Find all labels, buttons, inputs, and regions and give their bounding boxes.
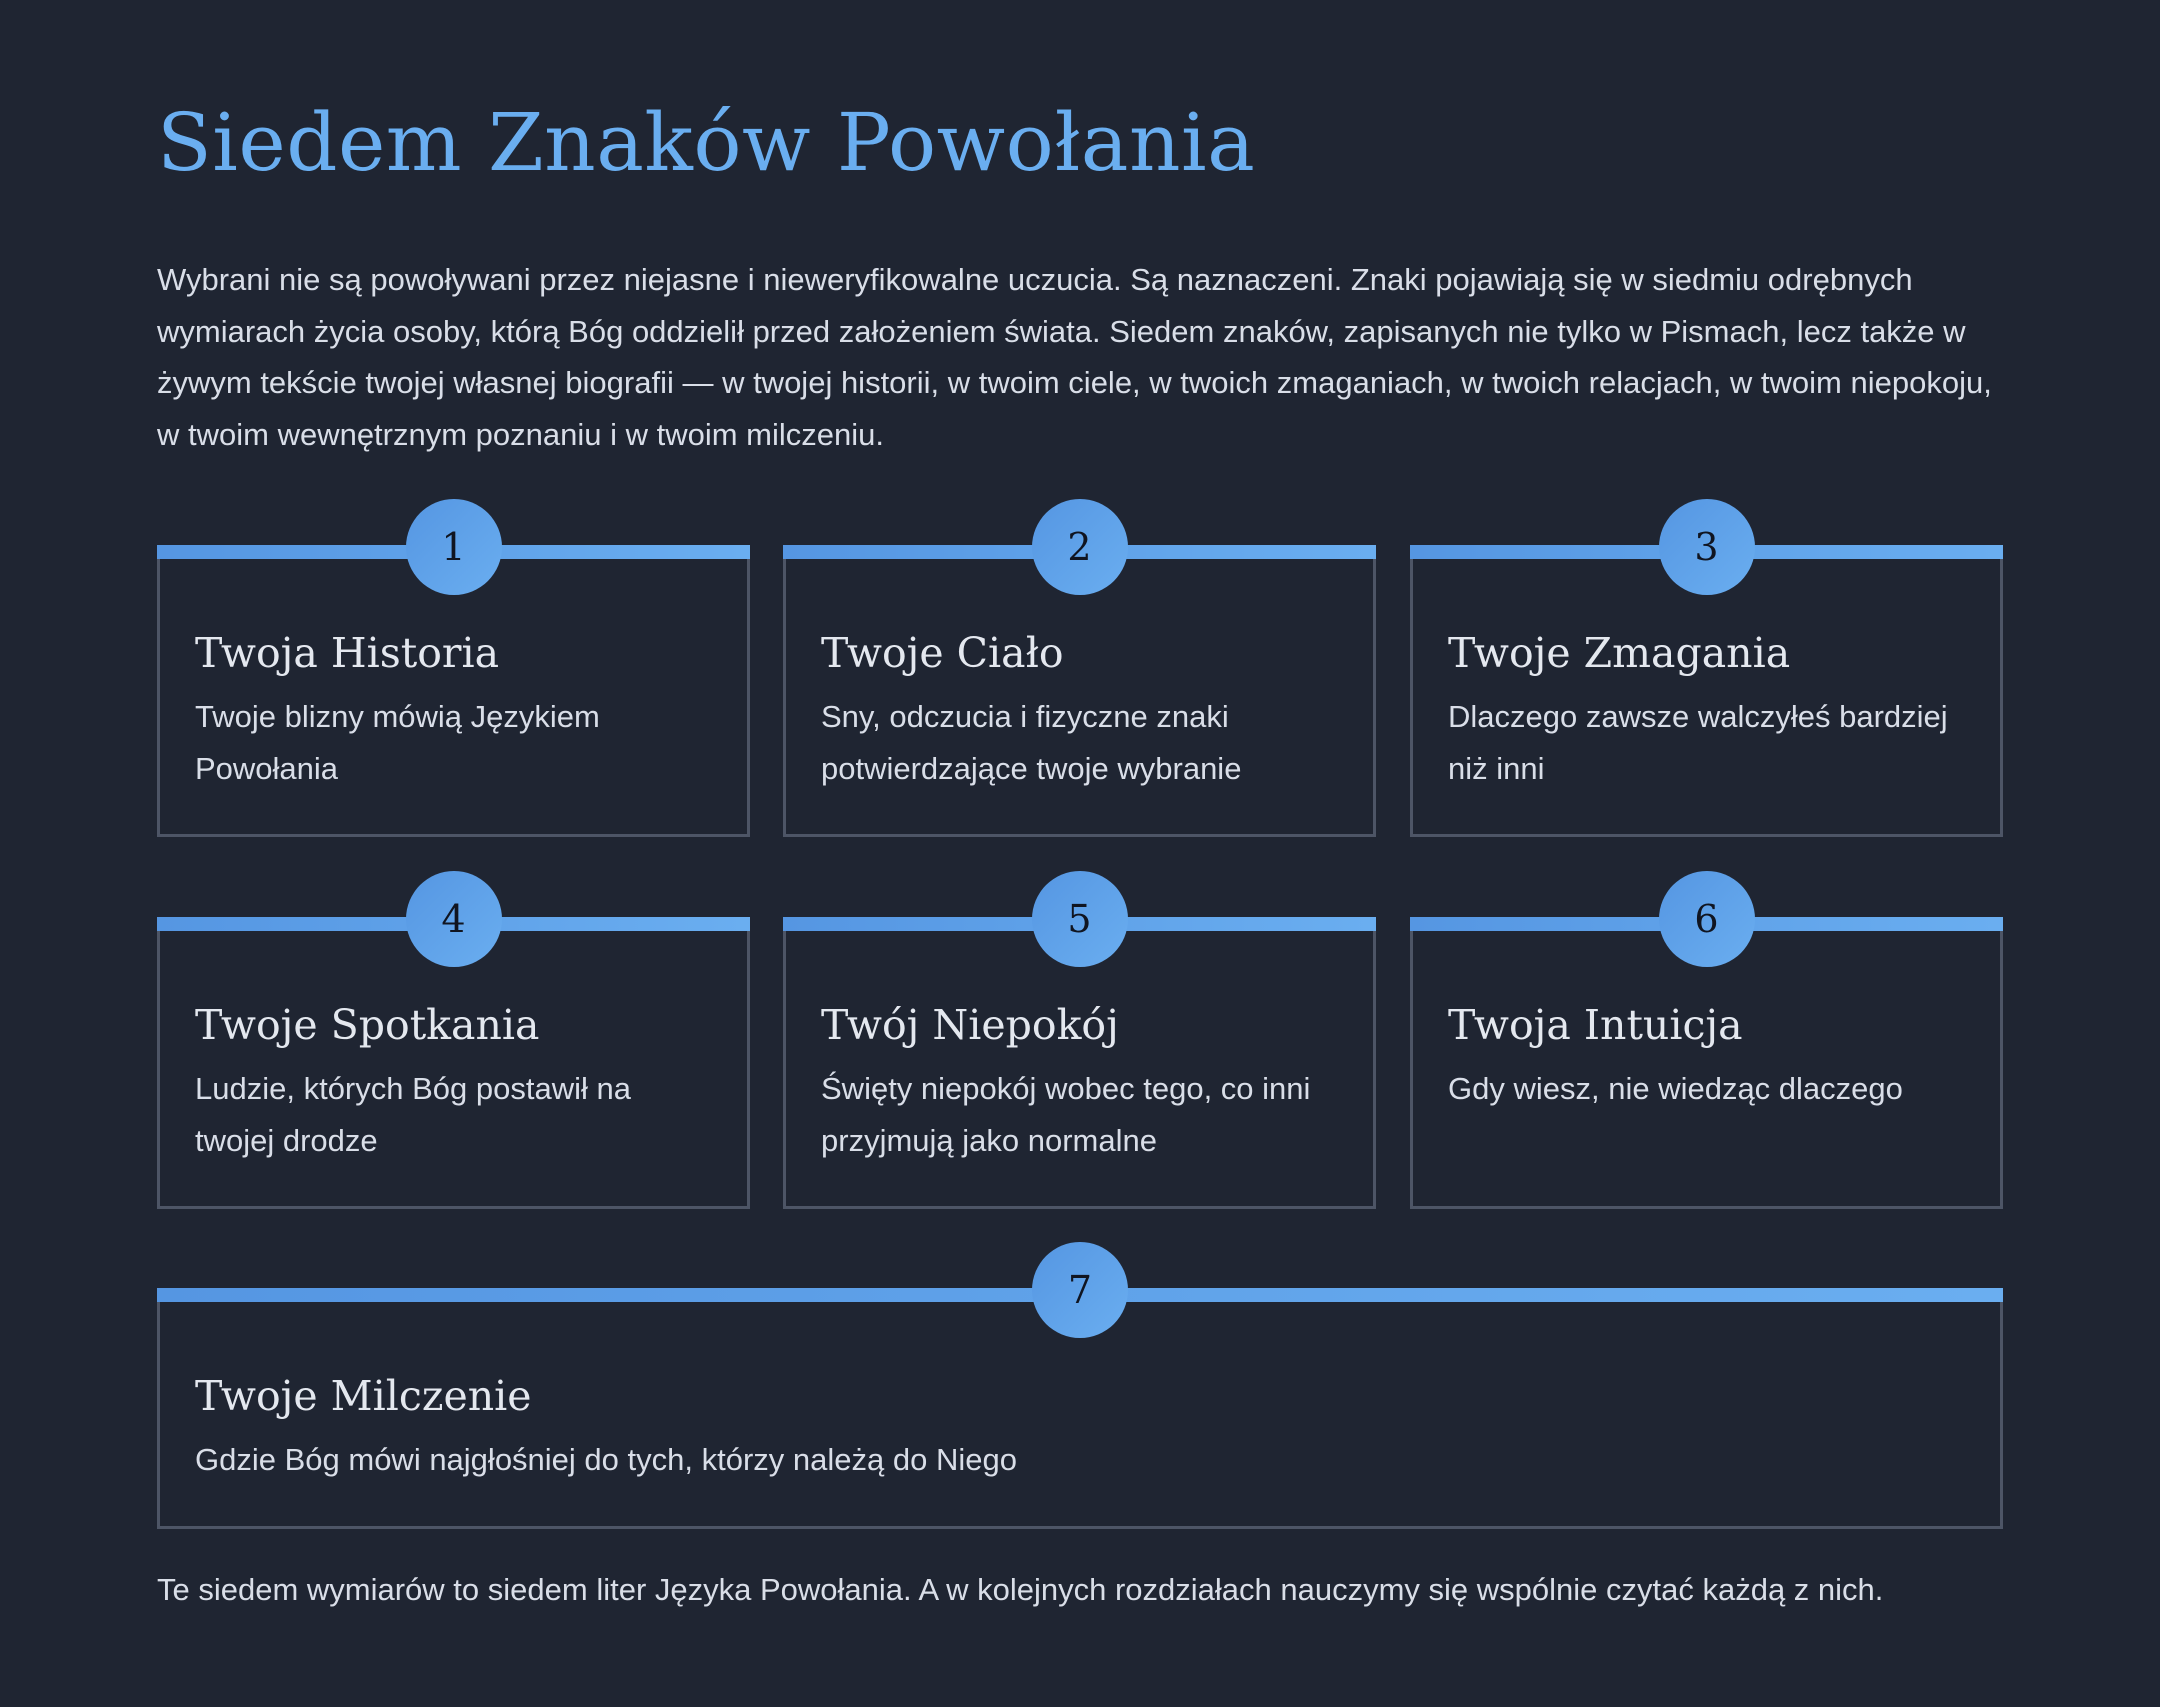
number-badge: 5 [1032, 871, 1128, 967]
card-title: Twoje Ciało [821, 629, 1064, 677]
card-title: Twoje Zmagania [1448, 629, 1791, 677]
page-title: Siedem Znaków Powołania [157, 96, 1256, 189]
sign-card-unrest [783, 897, 1376, 1209]
number-badge: 4 [406, 871, 502, 967]
card-title: Twoje Milczenie [195, 1372, 532, 1420]
sign-card-silence [157, 1268, 2003, 1529]
number-badge: 7 [1032, 1242, 1128, 1338]
sign-card-body [783, 525, 1376, 837]
sign-card-intuition [1410, 897, 2003, 1209]
number-badge: 1 [406, 499, 502, 595]
card-description: Sny, odczucia i fizyczne znaki potwierdzające twoje wybranie [821, 699, 1242, 786]
sign-card-history [157, 525, 750, 837]
number-badge: 2 [1032, 499, 1128, 595]
number-badge: 3 [1659, 499, 1755, 595]
card-title: Twoja Intuicja [1448, 1001, 1743, 1049]
card-description: Gdzie Bóg mówi najgłośniej do tych, którzy należą do Niego [195, 1442, 1017, 1477]
card-title: Twój Niepokój [821, 1001, 1119, 1049]
card-description: Ludzie, których Bóg postawił na twojej drodze [195, 1071, 631, 1158]
intro-paragraph: Wybrani nie są powoływani przez niejasne i nieweryfikowalne uczucia. Są naznaczeni. Znaki pojawiają się w siedmiu odrębnych wymiarach życia osoby, którą Bóg oddzielił przed założeniem świata. Siedem znaków, zapisanych nie tylko w Pismach, lecz także w żywym tekście twojej własnej biografii — w twojej historii, w twoim ciele, w twoich zmaganiach, w twoich relacjach, w twoim niepokoju, w twoim wewnętrznym poznaniu i w twoim milczeniu. [157, 262, 1992, 452]
closing-paragraph: Te siedem wymiarów to siedem liter Języka Powołania. A w kolejnych rozdziałach nauczymy się wspólnie czytać każdą z nich. [157, 1572, 1884, 1607]
card-description: Święty niepokój wobec tego, co inni przyjmują jako normalne [821, 1071, 1311, 1158]
card-title: Twoja Historia [195, 629, 500, 677]
number-badge: 6 [1659, 871, 1755, 967]
card-description: Dlaczego zawsze walczyłeś bardziej niż inni [1448, 699, 1948, 786]
card-description: Twoje blizny mówią Językiem Powołania [195, 699, 600, 786]
card-description: Gdy wiesz, nie wiedząc dlaczego [1448, 1071, 1903, 1106]
sign-card-struggles [1410, 525, 2003, 837]
sign-card-encounters [157, 897, 750, 1209]
card-title: Twoje Spotkania [195, 1001, 540, 1049]
